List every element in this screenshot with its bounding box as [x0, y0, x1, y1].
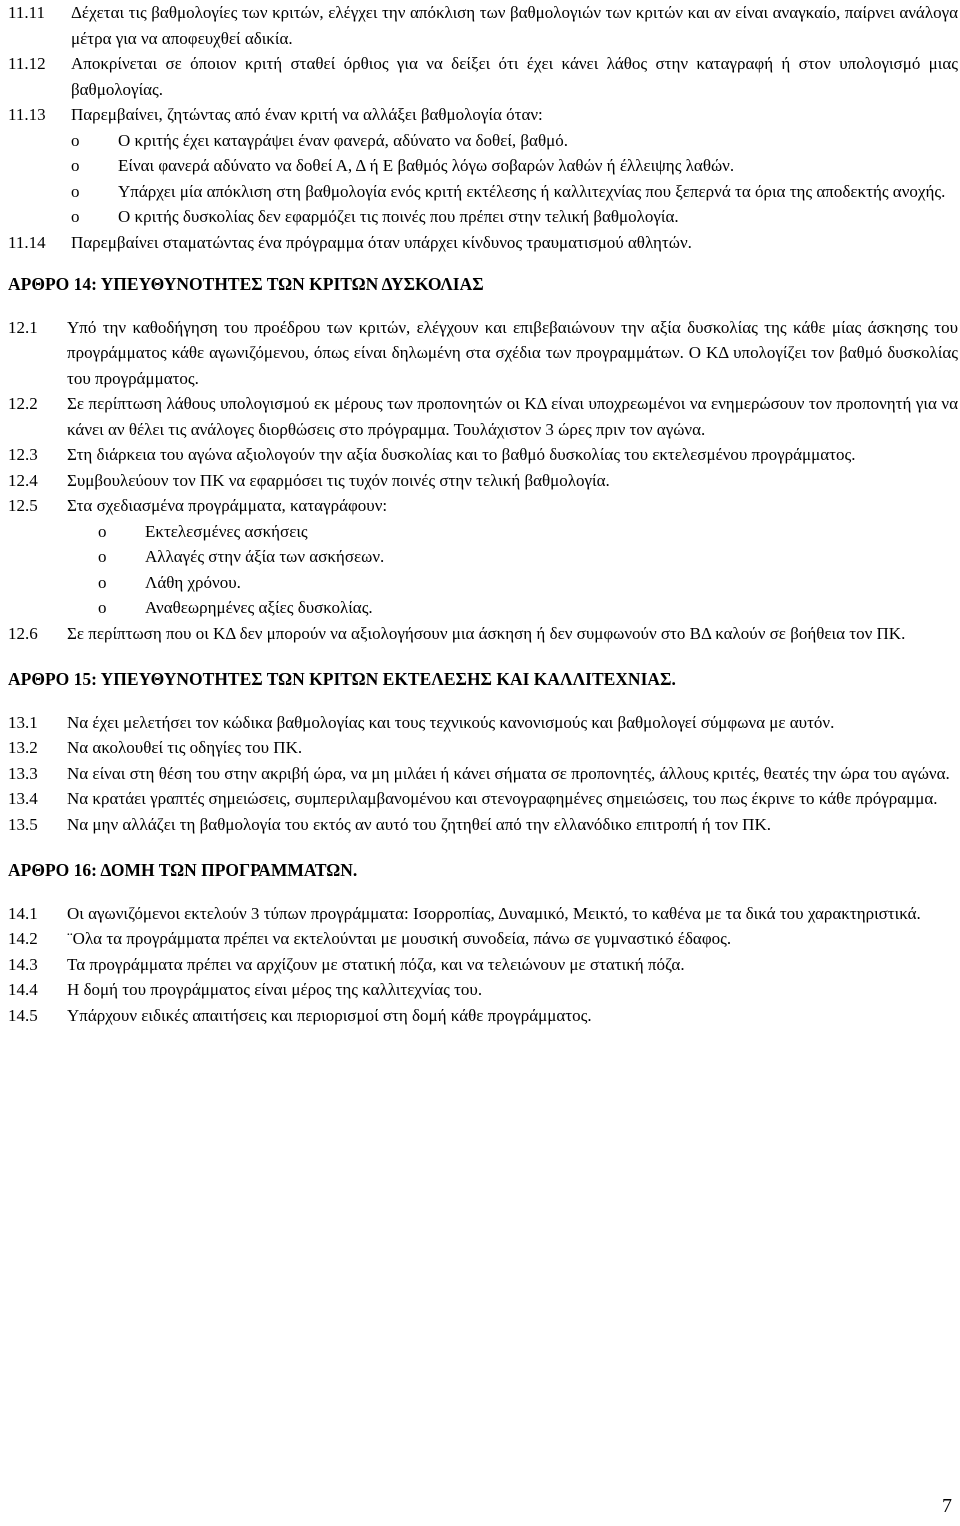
bullet-item	[8, 179, 958, 205]
article-16-heading: ΑΡΘΡΟ 16: ΔΟΜΗ ΤΩΝ ΠΡΟΓΡΑΜΜΑΤΩΝ.	[8, 860, 358, 880]
item-text: Συμβουλεύουν τον ΠΚ να εφαρμόσει τις τυχόν ποινές στην τελική βαθμολογία.	[67, 470, 610, 490]
list-item	[8, 952, 958, 978]
bullet-mark: o	[71, 130, 80, 150]
bullet-mark: o	[71, 207, 80, 226]
item-number: 12.1	[8, 317, 38, 337]
item-text: Οι αγωνιζόμενοι εκτελούν 3 τύπων προγράμματα: Ισορροπίας, Δυναμικό, Μεικτό, το καθένα με τα δικά του χαρακτηριστικά.	[67, 903, 921, 923]
bullet-item	[8, 153, 958, 179]
item-number: 12.2	[8, 394, 38, 413]
bullet-mark: o	[98, 547, 107, 566]
list-item	[8, 391, 958, 442]
bullet-item	[8, 128, 958, 154]
list-item	[8, 1003, 958, 1029]
item-number: 12.5	[8, 496, 38, 515]
bullet-text: Αναθεωρημένες αξίες δυσκολίας.	[145, 598, 373, 617]
item-number: 11.11	[8, 3, 45, 22]
item-number: 13.5	[8, 814, 38, 834]
bullet-text: Λάθη χρόνου.	[145, 572, 241, 592]
item-text: Να είναι στη θέση του στην ακριβή ώρα, να μη μιλάει ή κάνει σήματα σε προπονητές, άλλους κριτές, θεατές την ώρα του αγώνα.	[67, 763, 950, 783]
section-11	[8, 0, 958, 255]
item-text: Στα σχεδιασμένα προγράμματα, καταγράφουν:	[67, 496, 388, 515]
item-number: 12.6	[8, 623, 38, 643]
list-item	[8, 761, 958, 787]
item-text: Δέχεται τις βαθμολογίες των κριτών, ελέγχει την απόκλιση των βαθμολογιών των κριτών και αν είναι αναγκαίο, παίρνει ανάλογα μέτρα για να αποφευχθεί αδικία.	[71, 3, 958, 48]
item-number: 13.4	[8, 789, 38, 808]
list-item	[8, 710, 958, 736]
list-item	[8, 442, 958, 468]
item-number: 14.2	[8, 929, 38, 948]
bullet-text: Αλλαγές στην άξία των ασκήσεων.	[145, 547, 385, 566]
item-text: Η δομή του προγράμματος είναι μέρος της καλλιτεχνίας του.	[67, 980, 483, 999]
list-item	[8, 926, 958, 952]
item-number: 13.3	[8, 763, 38, 783]
list-item	[8, 468, 958, 494]
list-item	[8, 977, 958, 1003]
list-item	[8, 735, 958, 761]
article-14-heading: ΑΡΘΡΟ 14: ΥΠΕΥΘΥΝΟΤΗΤΕΣ ΤΩΝ ΚΡΙΤΩΝ ΔΥΣΚΟΛΙΑΣ	[8, 274, 484, 294]
item-text: Να κρατάει γραπτές σημειώσεις, συμπεριλαμβανομένου και στενογραφημένες σημειώσεις, του πως έκρινε το κάθε πρόγραμμα.	[67, 789, 938, 808]
bullet-mark: o	[71, 156, 80, 175]
article-15-heading: ΑΡΘΡΟ 15: ΥΠΕΥΘΥΝΟΤΗΤΕΣ ΤΩΝ ΚΡΙΤΩΝ ΕΚΤΕΛΕΣΗΣ ΚΑΙ ΚΑΛΛΙΤΕΧΝΙΑΣ.	[8, 669, 676, 689]
item-number: 12.4	[8, 470, 38, 490]
item-text: Αποκρίνεται σε όποιον κριτή σταθεί όρθιος για να δείξει ότι έχει κάνει λάθος στην καταγραφή ή στον υπολογισμό μιας βαθμολογίας.	[71, 54, 958, 99]
item-text: Να ακολουθεί τις οδηγίες του ΠΚ.	[67, 738, 303, 757]
item-text: Σε περίπτωση που οι ΚΔ δεν μπορούν να αξιολογήσουν μια άσκηση ή δεν συμφωνούν στο ΒΔ καλούν σε βοήθεια τον ΠΚ.	[67, 623, 906, 643]
item-text: Παρεμβαίνει σταματώντας ένα πρόγραμμα όταν υπάρχει κίνδυνος τραυματισμού αθλητών.	[71, 232, 692, 252]
list-item	[8, 51, 958, 102]
list-item	[8, 621, 958, 647]
list-item	[8, 812, 958, 838]
item-text: Παρεμβαίνει, ζητώντας από έναν κριτή να αλλάξει βαθμολογία όταν:	[71, 105, 543, 124]
bullet-item	[8, 204, 958, 230]
item-number: 14.5	[8, 1005, 38, 1025]
document-body	[8, 0, 958, 1028]
list-item	[8, 0, 958, 51]
item-number: 13.1	[8, 712, 38, 732]
bullet-mark: o	[98, 521, 107, 541]
item-text: Σε περίπτωση λάθους υπολογισμού εκ μέρους των προπονητών οι ΚΔ είναι υποχρεωμένοι να ενημερώσουν τον προπονητή για να κάνει αν θέλει τις ανάλογες διορθώσεις στο πρόγραμμα. Τουλάχιστον 3 ώρες πριν τον αγώνα.	[67, 394, 958, 439]
item-text: Υπάρχουν ειδικές απαιτήσεις και περιορισμοί στη δομή κάθε προγράμματος.	[67, 1005, 592, 1025]
item-text: Να έχει μελετήσει τον κώδικα βαθμολογίας και τους τεχνικούς κανονισμούς και βαθμολογεί σύμφωνα με αυτόν.	[67, 712, 835, 732]
list-item	[8, 786, 958, 812]
bullet-text: Ο κριτής έχει καταγράψει έναν φανερά, αδύνατο να δοθεί, βαθμό.	[118, 130, 568, 150]
item-number: 14.3	[8, 954, 38, 974]
list-item	[8, 230, 958, 256]
list-item	[8, 901, 958, 927]
bullet-item	[8, 544, 958, 570]
page-number: 7	[942, 1495, 952, 1517]
item-text: Να μην αλλάζει τη βαθμολογία του εκτός αν αυτό του ζητηθεί από την ελλανόδικο επιτροπή ή τον ΠΚ.	[67, 814, 771, 834]
item-text: Τα προγράμματα πρέπει να αρχίζουν με στατική πόζα, και να τελειώνουν με στατική πόζα.	[67, 954, 685, 974]
bullet-text: Είναι φανερά αδύνατο να δοθεί Α, Δ ή Ε βαθμός λόγω σοβαρών λαθών ή έλλειψης λαθών.	[118, 156, 735, 175]
bullet-text: Υπάρχει μία απόκλιση στη βαθμολογία ενός κριτή εκτέλεσης ή καλλιτεχνίας που ξεπερνά τα όρια της αποδεκτής ανοχής.	[118, 181, 946, 201]
section-12	[8, 315, 958, 647]
item-number: 11.14	[8, 232, 46, 252]
list-item	[8, 315, 958, 392]
bullet-mark: o	[98, 572, 107, 592]
list-item	[8, 493, 958, 519]
item-text: Στη διάρκεια του αγώνα αξιολογούν την αξία δυσκολίας και το βαθμό δυσκολίας του εκτελεσμένου προγράμματος.	[67, 445, 856, 464]
item-number: 11.12	[8, 54, 46, 73]
list-item	[8, 102, 958, 128]
bullet-mark: o	[71, 181, 80, 201]
bullet-text: Ο κριτής δυσκολίας δεν εφαρμόζει τις ποινές που πρέπει στην τελική βαθμολογία.	[118, 207, 679, 226]
item-text: ¨Ολα τα προγράμματα πρέπει να εκτελούνται με μουσική συνοδεία, πάνω σε γυμναστικό έδαφος.	[67, 929, 732, 948]
item-number: 11.13	[8, 105, 46, 124]
bullet-item	[8, 570, 958, 596]
item-number: 12.3	[8, 445, 38, 464]
bullet-mark: o	[98, 598, 107, 617]
item-text: Υπό την καθοδήγηση του προέδρου των κριτών, ελέγχουν και επιβεβαιώνουν την αξία δυσκολίας της κάθε μίας άσκησης του προγράμματος κάθε αγωνιζόμενου, όπως είναι δηλωμένη στα σχέδια των προγραμμάτων. Ο ΚΔ υπολογίζει τον βαθμό δυσκολίας του προγράμματος.	[67, 317, 958, 388]
bullet-item	[8, 519, 958, 545]
item-number: 14.4	[8, 980, 38, 999]
bullet-item	[8, 595, 958, 621]
item-number: 14.1	[8, 903, 38, 923]
bullet-text: Εκτελεσμένες ασκήσεις	[145, 521, 308, 541]
section-13	[8, 710, 958, 838]
section-14	[8, 901, 958, 1029]
item-number: 13.2	[8, 738, 38, 757]
